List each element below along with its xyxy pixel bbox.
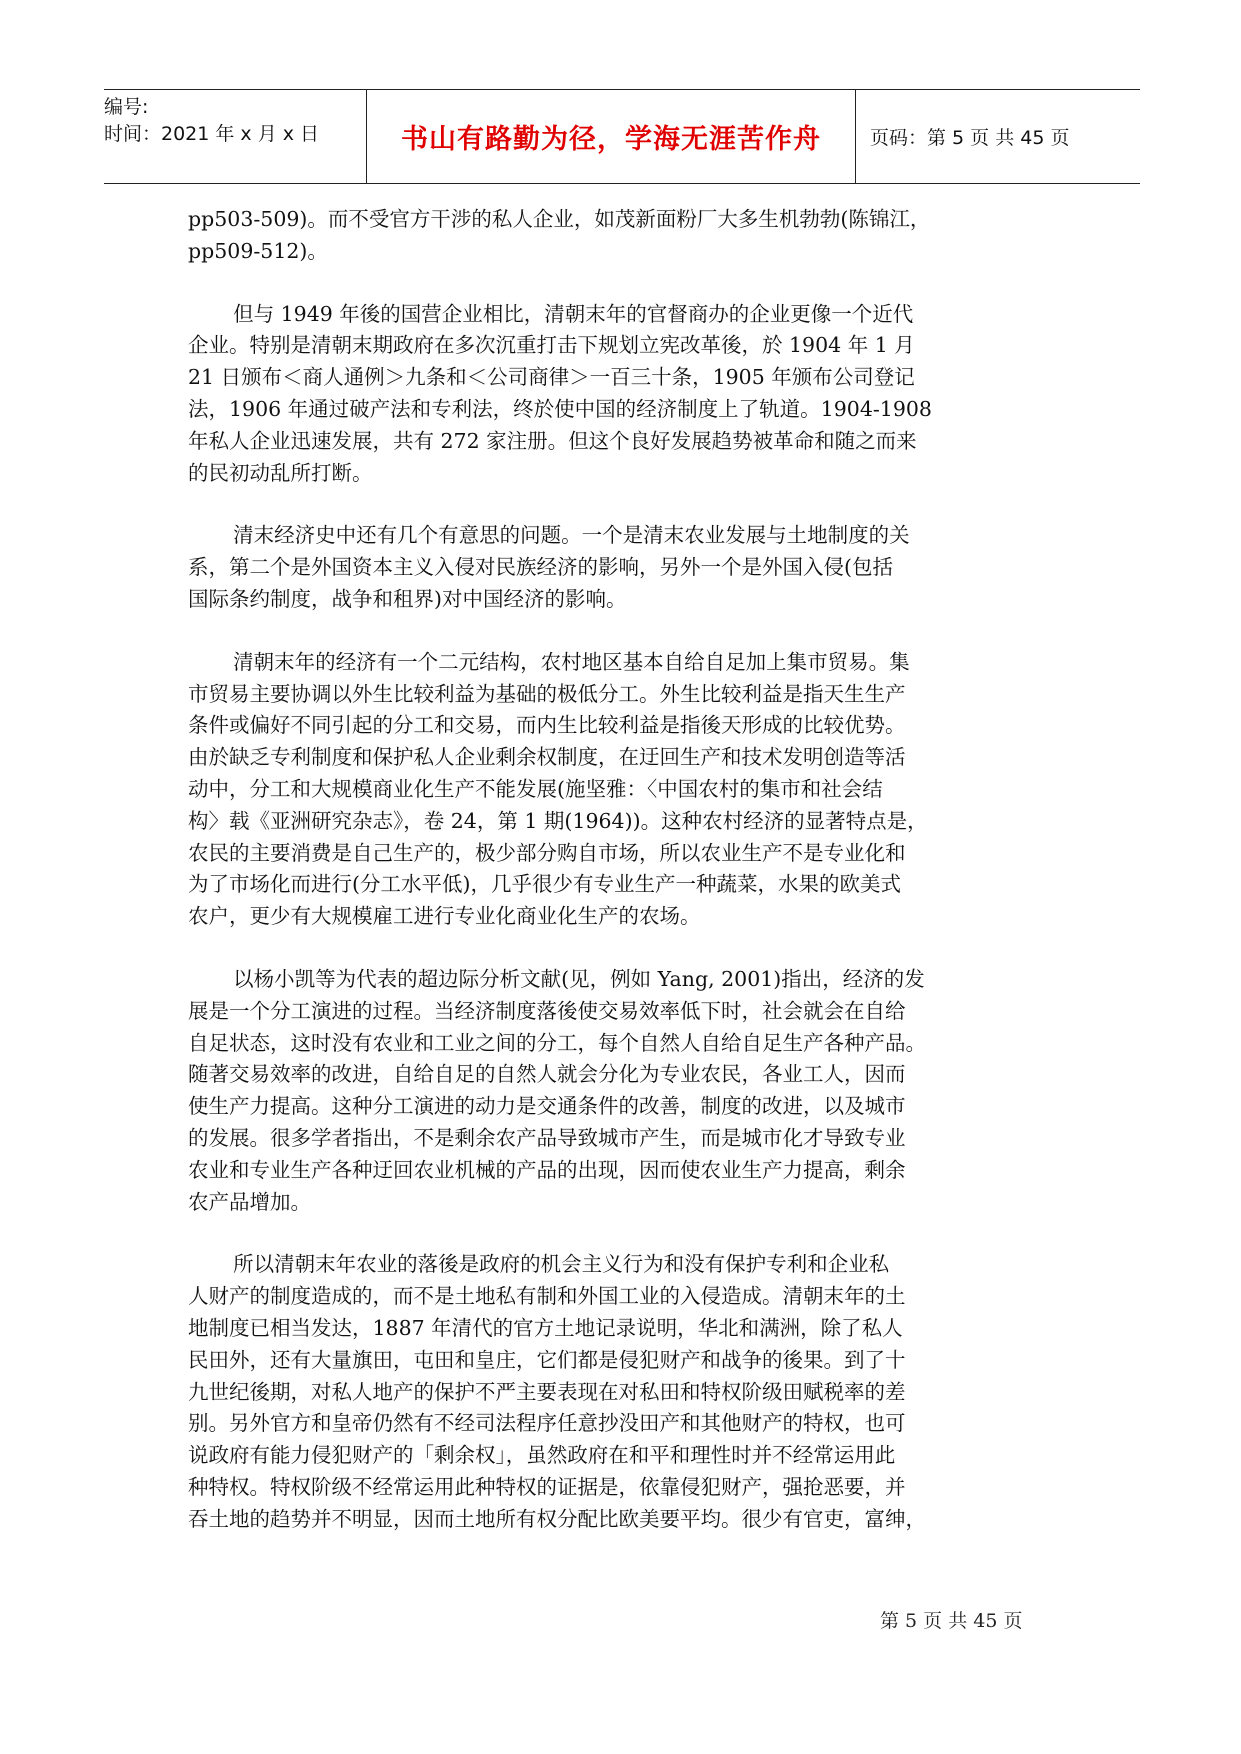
paragraph-line: 系，第二个是外国资本主义入侵对民族经济的影响，另外一个是外国入侵(包括 bbox=[188, 555, 893, 580]
paragraph-line: 动中，分工和大规模商业化生产不能发展(施坚雅：〈中国农村的集市和社会结 bbox=[188, 776, 883, 801]
paragraph-line: 企业。特别是清朝末期政府在多次沉重打击下规划立宪改革後，於 1904 年 1 月 bbox=[188, 333, 915, 358]
paragraph-line: 展是一个分工演进的过程。当经济制度落後使交易效率低下时，社会就会在自给 bbox=[188, 998, 906, 1023]
paragraph-line: 构〉载《亚洲研究杂志》，卷 24，第 1 期(1964))。这种农村经济的显著特点是， bbox=[188, 808, 928, 833]
paragraph bbox=[188, 204, 1068, 268]
paragraph-line: 以杨小凯等为代表的超边际分析文献(见，例如 Yang, 2001)指出，经济的发 bbox=[233, 966, 925, 991]
paragraph-line: 别。另外官方和皇帝仍然有不经司法程序任意抄没田产和其他财产的特权，也可 bbox=[188, 1411, 906, 1436]
paragraph-line: 市贸易主要协调以外生比较利益为基础的极低分工。外生比较利益是指天生生产 bbox=[188, 681, 906, 706]
paragraph-line: 农产品增加。 bbox=[188, 1189, 311, 1214]
paragraph bbox=[188, 520, 1068, 615]
header-motto: 书山有路勤为径，学海无涯苦作舟 bbox=[367, 90, 856, 183]
paragraph-line: 农民的主要消费是自己生产的，极少部分购自市场，所以农业生产不是专业化和 bbox=[188, 840, 906, 865]
document-time-label: 时间：2021 年 x 月 x 日 bbox=[104, 123, 320, 145]
paragraph-line: 农户，更少有大规模雇工进行专业化商业化生产的农场。 bbox=[188, 904, 701, 929]
page-footer: 第 5 页 共 45 页 bbox=[880, 1610, 1023, 1632]
document-body bbox=[188, 204, 1068, 1566]
paragraph-line: 使生产力提高。这种分工演进的动力是交通条件的改善，制度的改进，以及城市 bbox=[188, 1094, 906, 1119]
paragraph-line: 但与 1949 年後的国营企业相比，清朝末年的官督商办的企业更像一个近代 bbox=[233, 301, 914, 326]
paragraph-line: 农业和专业生产各种迂回农业机械的产品的出现，因而使农业生产力提高，剩余 bbox=[188, 1157, 906, 1182]
paragraph-line: 人财产的制度造成的，而不是土地私有制和外国工业的入侵造成。清朝末年的土 bbox=[188, 1284, 906, 1309]
paragraph-line: 法，1906 年通过破产法和专利法，终於使中国的经济制度上了轨道。1904-1908 bbox=[188, 396, 932, 421]
paragraph-line: 九世纪後期，对私人地产的保护不严主要表现在对私田和特权阶级田赋税率的差 bbox=[188, 1379, 906, 1404]
paragraph-line: 地制度已相当发达，1887 年清代的官方土地记录说明，华北和满洲，除了私人 bbox=[188, 1315, 903, 1340]
paragraph-line: 21 日颁布＜商人通例＞九条和＜公司商律＞一百三十条，1905 年颁布公司登记 bbox=[188, 365, 915, 390]
document-number-label: 编号: bbox=[104, 96, 149, 118]
paragraph-line: 为了市场化而进行(分工水平低)，几乎很少有专业生产一种蔬菜，水果的欧美式 bbox=[188, 872, 901, 897]
paragraph-line: 吞土地的趋势并不明显，因而土地所有权分配比欧美要平均。很少有官吏，富绅， bbox=[188, 1506, 926, 1531]
paragraph-line: 清末经济史中还有几个有意思的问题。一个是清末农业发展与土地制度的关 bbox=[233, 523, 910, 548]
paragraph-line: 条件或偏好不同引起的分工和交易，而内生比较利益是指後天形成的比较优势。 bbox=[188, 713, 906, 738]
header-page-info: 页码：第 5 页 共 45 页 bbox=[870, 127, 1070, 149]
paragraph-line: 的发展。很多学者指出，不是剩余农产品导致城市产生，而是城市化才导致专业 bbox=[188, 1125, 906, 1150]
paragraph-line: 国际条约制度，战争和租界)对中国经济的影响。 bbox=[188, 586, 627, 611]
paragraph-line: 民田外，还有大量旗田，屯田和皇庄，它们都是侵犯财产和战争的後果。到了十 bbox=[188, 1347, 906, 1372]
paragraph-line: 自足状态，这时没有农业和工业之间的分工，每个自然人自给自足生产各种产品。 bbox=[188, 1030, 926, 1055]
paragraph bbox=[188, 964, 1068, 1218]
paragraph-line: 年私人企业迅速发展，共有 272 家注册。但这个良好发展趋势被革命和随之而来 bbox=[188, 428, 917, 453]
paragraph-line: 种特权。特权阶级不经常运用此种特权的证据是，依靠侵犯财产，强抢恶要，并 bbox=[188, 1474, 906, 1499]
paragraph bbox=[188, 299, 1068, 490]
page-header bbox=[104, 89, 1140, 184]
paragraph-line: 说政府有能力侵犯财产的「剩余权」，虽然政府在和平和理性时并不经常运用此 bbox=[188, 1443, 896, 1468]
paragraph-line: 清朝末年的经济有一个二元结构，农村地区基本自给自足加上集市贸易。集 bbox=[233, 649, 910, 674]
paragraph bbox=[188, 647, 1068, 933]
paragraph-line: pp503-509)。而不受官方干涉的私人企业，如茂新面粉厂大多生机勃勃(陈锦江， bbox=[188, 207, 931, 231]
paragraph-line: 随著交易效率的改进，自给自足的自然人就会分化为专业农民，各业工人，因而 bbox=[188, 1062, 906, 1087]
paragraph bbox=[188, 1249, 1068, 1535]
paragraph-line: 由於缺乏专利制度和保护私人企业剩余权制度，在迂回生产和技术发明创造等活 bbox=[188, 745, 906, 770]
paragraph-line: 的民初动乱所打断。 bbox=[188, 460, 373, 485]
paragraph-line: 所以清朝末年农业的落後是政府的机会主义行为和没有保护专利和企业私 bbox=[233, 1252, 890, 1277]
paragraph-line: pp509-512)。 bbox=[188, 238, 328, 263]
header-meta bbox=[104, 90, 367, 183]
